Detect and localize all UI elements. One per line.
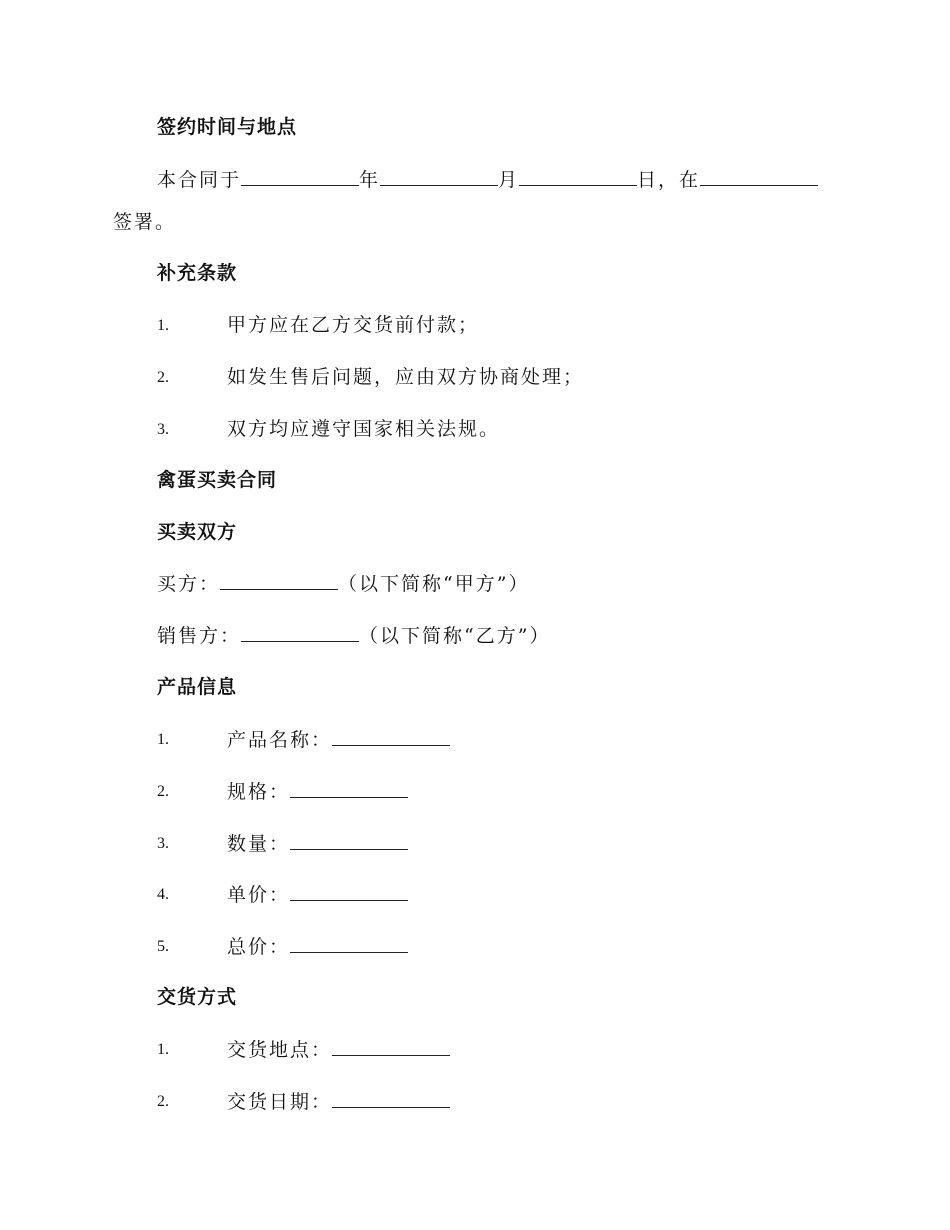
buyer-label: 买方：	[157, 573, 221, 595]
seller-note: （以下简称“乙方”）	[359, 625, 551, 647]
delivery-heading: 交货方式	[157, 986, 238, 1008]
buyer-line	[157, 571, 529, 596]
list-item	[227, 727, 450, 752]
delivery-date-blank	[332, 1089, 450, 1108]
list-item-text: 甲方应在乙方交货前付款；	[227, 314, 480, 336]
month-blank	[380, 167, 498, 186]
list-item-text: 单价：	[227, 884, 291, 906]
signing-text-year: 年	[359, 169, 381, 191]
list-item	[227, 1037, 450, 1062]
signing-sentence	[157, 167, 818, 192]
place-blank	[700, 167, 818, 186]
signing-text-end: 签署。	[113, 211, 177, 233]
list-item-number: 2.	[157, 783, 169, 800]
list-item	[227, 882, 408, 907]
unit-price-blank	[290, 882, 408, 901]
list-item-text: 数量：	[227, 833, 291, 855]
list-item-number: 2.	[157, 1093, 169, 1110]
list-item-number: 5.	[157, 938, 169, 955]
list-item-number: 1.	[157, 317, 169, 334]
day-blank	[519, 167, 637, 186]
parties-heading: 买卖双方	[157, 521, 238, 543]
supplement-heading: 补充条款	[157, 262, 238, 284]
quantity-blank	[290, 831, 408, 850]
seller-line	[157, 623, 550, 648]
list-item-text: 交货日期：	[227, 1091, 333, 1113]
seller-label: 销售方：	[157, 625, 242, 647]
list-item	[227, 831, 408, 856]
list-item-number: 1.	[157, 731, 169, 748]
spec-blank	[290, 779, 408, 798]
list-item-number: 1.	[157, 1041, 169, 1058]
list-item-number: 4.	[157, 886, 169, 903]
product-name-blank	[332, 727, 450, 746]
buyer-blank	[220, 571, 338, 590]
signing-text-month: 月	[498, 169, 520, 191]
seller-blank	[241, 623, 359, 642]
list-item-text: 规格：	[227, 781, 291, 803]
list-item-number: 3.	[157, 421, 169, 438]
delivery-place-blank	[332, 1037, 450, 1056]
product-heading: 产品信息	[157, 676, 238, 698]
list-item	[227, 779, 408, 804]
signing-heading: 签约时间与地点	[157, 116, 298, 138]
list-item-text: 总价：	[227, 936, 291, 958]
year-blank	[241, 167, 359, 186]
list-item-text: 交货地点：	[227, 1039, 333, 1061]
list-item-number: 2.	[157, 369, 169, 386]
list-item-text: 产品名称：	[227, 729, 333, 751]
contract-title: 禽蛋买卖合同	[157, 469, 278, 491]
total-price-blank	[290, 934, 408, 953]
signing-text-day: 日，在	[637, 169, 701, 191]
list-item	[227, 1089, 450, 1114]
list-item-number: 3.	[157, 835, 169, 852]
list-item	[227, 934, 408, 959]
signing-text-a: 本合同于	[157, 169, 242, 191]
list-item-text: 双方均应遵守国家相关法规。	[227, 418, 501, 440]
list-item-text: 如发生售后问题，应由双方协商处理；	[227, 366, 585, 388]
buyer-note: （以下简称“甲方”）	[338, 573, 530, 595]
